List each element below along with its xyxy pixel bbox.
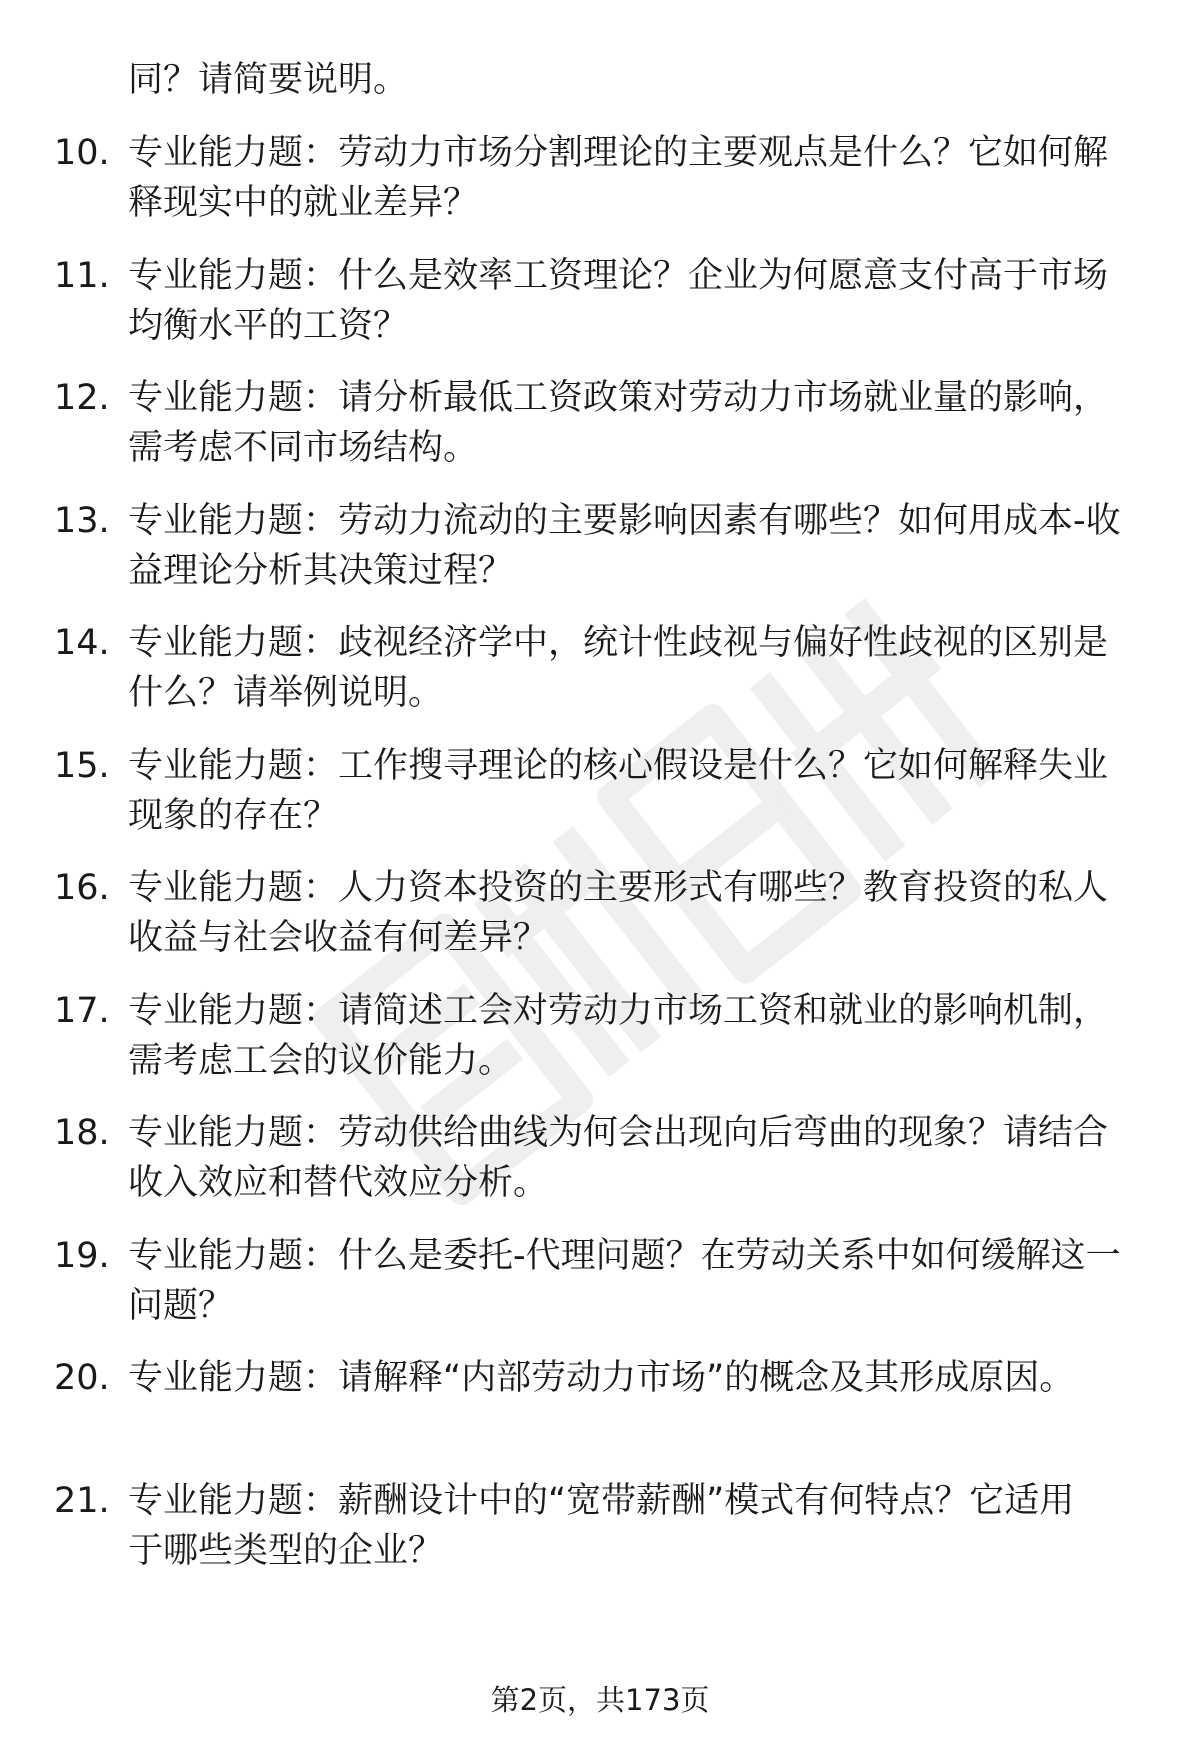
question-text-line: 专业能力题：请简述工会对劳动力市场工资和就业的影响机制，	[128, 991, 1109, 1031]
question-number: 17.	[54, 991, 110, 1031]
question-text	[128, 741, 1158, 841]
question-text-line: 专业能力题：歧视经济学中，统计性歧视与偏好性歧视的区别是	[128, 623, 1109, 663]
question-text-line: 需考虑不同市场结构。	[128, 428, 479, 468]
question-number: 19.	[54, 1236, 110, 1276]
question-text-line: 专业能力题：工作搜寻理论的核心假设是什么？它如何解释失业	[128, 746, 1109, 786]
question-text-line: 收入效应和替代效应分析。	[128, 1163, 549, 1203]
question-text-line: 什么？请举例说明。	[128, 673, 444, 713]
question-number: 15.	[54, 746, 110, 786]
question-text	[128, 1476, 1158, 1576]
question-number: 12.	[54, 378, 110, 418]
question-text	[128, 1108, 1158, 1208]
question-text	[128, 863, 1158, 963]
question-text-line: 益理论分析其决策过程？	[128, 551, 514, 591]
question-number: 14.	[54, 623, 110, 663]
question-text	[128, 251, 1158, 351]
question-number: 13.	[54, 501, 110, 541]
page-footer: 第2页，共173页	[490, 1683, 710, 1717]
question-text-line: 于哪些类型的企业？	[128, 1531, 444, 1571]
question-text-line: 需考虑工会的议价能力。	[128, 1041, 514, 1081]
question-number: 20.	[54, 1358, 110, 1398]
question-text	[128, 1353, 1158, 1403]
question-text-line: 专业能力题：请解释“内部劳动力市场”的概念及其形成原因。	[128, 1358, 1075, 1398]
question-text-line: 现象的存在？	[128, 796, 339, 836]
question-text	[128, 986, 1158, 1086]
question-text-line: 收益与社会收益有何差异？	[128, 918, 549, 958]
question-text-line: 专业能力题：什么是效率工资理论？企业为何愿意支付高于市场	[128, 256, 1109, 296]
continued-question-text: 同？请简要说明。	[128, 60, 409, 100]
question-number: 11.	[54, 256, 110, 296]
question-number: 21.	[54, 1481, 110, 1521]
question-number: 16.	[54, 868, 110, 908]
question-text-line: 问题？	[128, 1286, 234, 1326]
question-number: 18.	[54, 1113, 110, 1153]
question-text-line: 专业能力题：劳动力市场分割理论的主要观点是什么？它如何解	[128, 133, 1109, 173]
question-text	[128, 373, 1158, 473]
question-text-line: 专业能力题：什么是委托-代理问题？在劳动关系中如何缓解这一	[128, 1236, 1121, 1276]
question-text	[128, 1231, 1158, 1331]
question-text-line: 专业能力题：劳动力流动的主要影响因素有哪些？如何用成本-收	[128, 501, 1121, 541]
question-text	[128, 618, 1158, 718]
question-text-line: 专业能力题：劳动供给曲线为何会出现向后弯曲的现象？请结合	[128, 1113, 1109, 1153]
question-text-line: 均衡水平的工资？	[128, 306, 409, 346]
question-text-line: 释现实中的就业差异？	[128, 183, 479, 223]
question-text-line: 专业能力题：薪酬设计中的“宽带薪酬”模式有何特点？它适用	[128, 1481, 1075, 1521]
question-text-line: 专业能力题：人力资本投资的主要形式有哪些？教育投资的私人	[128, 868, 1109, 908]
question-number: 10.	[54, 133, 110, 173]
question-text	[128, 496, 1158, 596]
question-text-line: 专业能力题：请分析最低工资政策对劳动力市场就业量的影响，	[128, 378, 1109, 418]
question-text	[128, 128, 1158, 228]
